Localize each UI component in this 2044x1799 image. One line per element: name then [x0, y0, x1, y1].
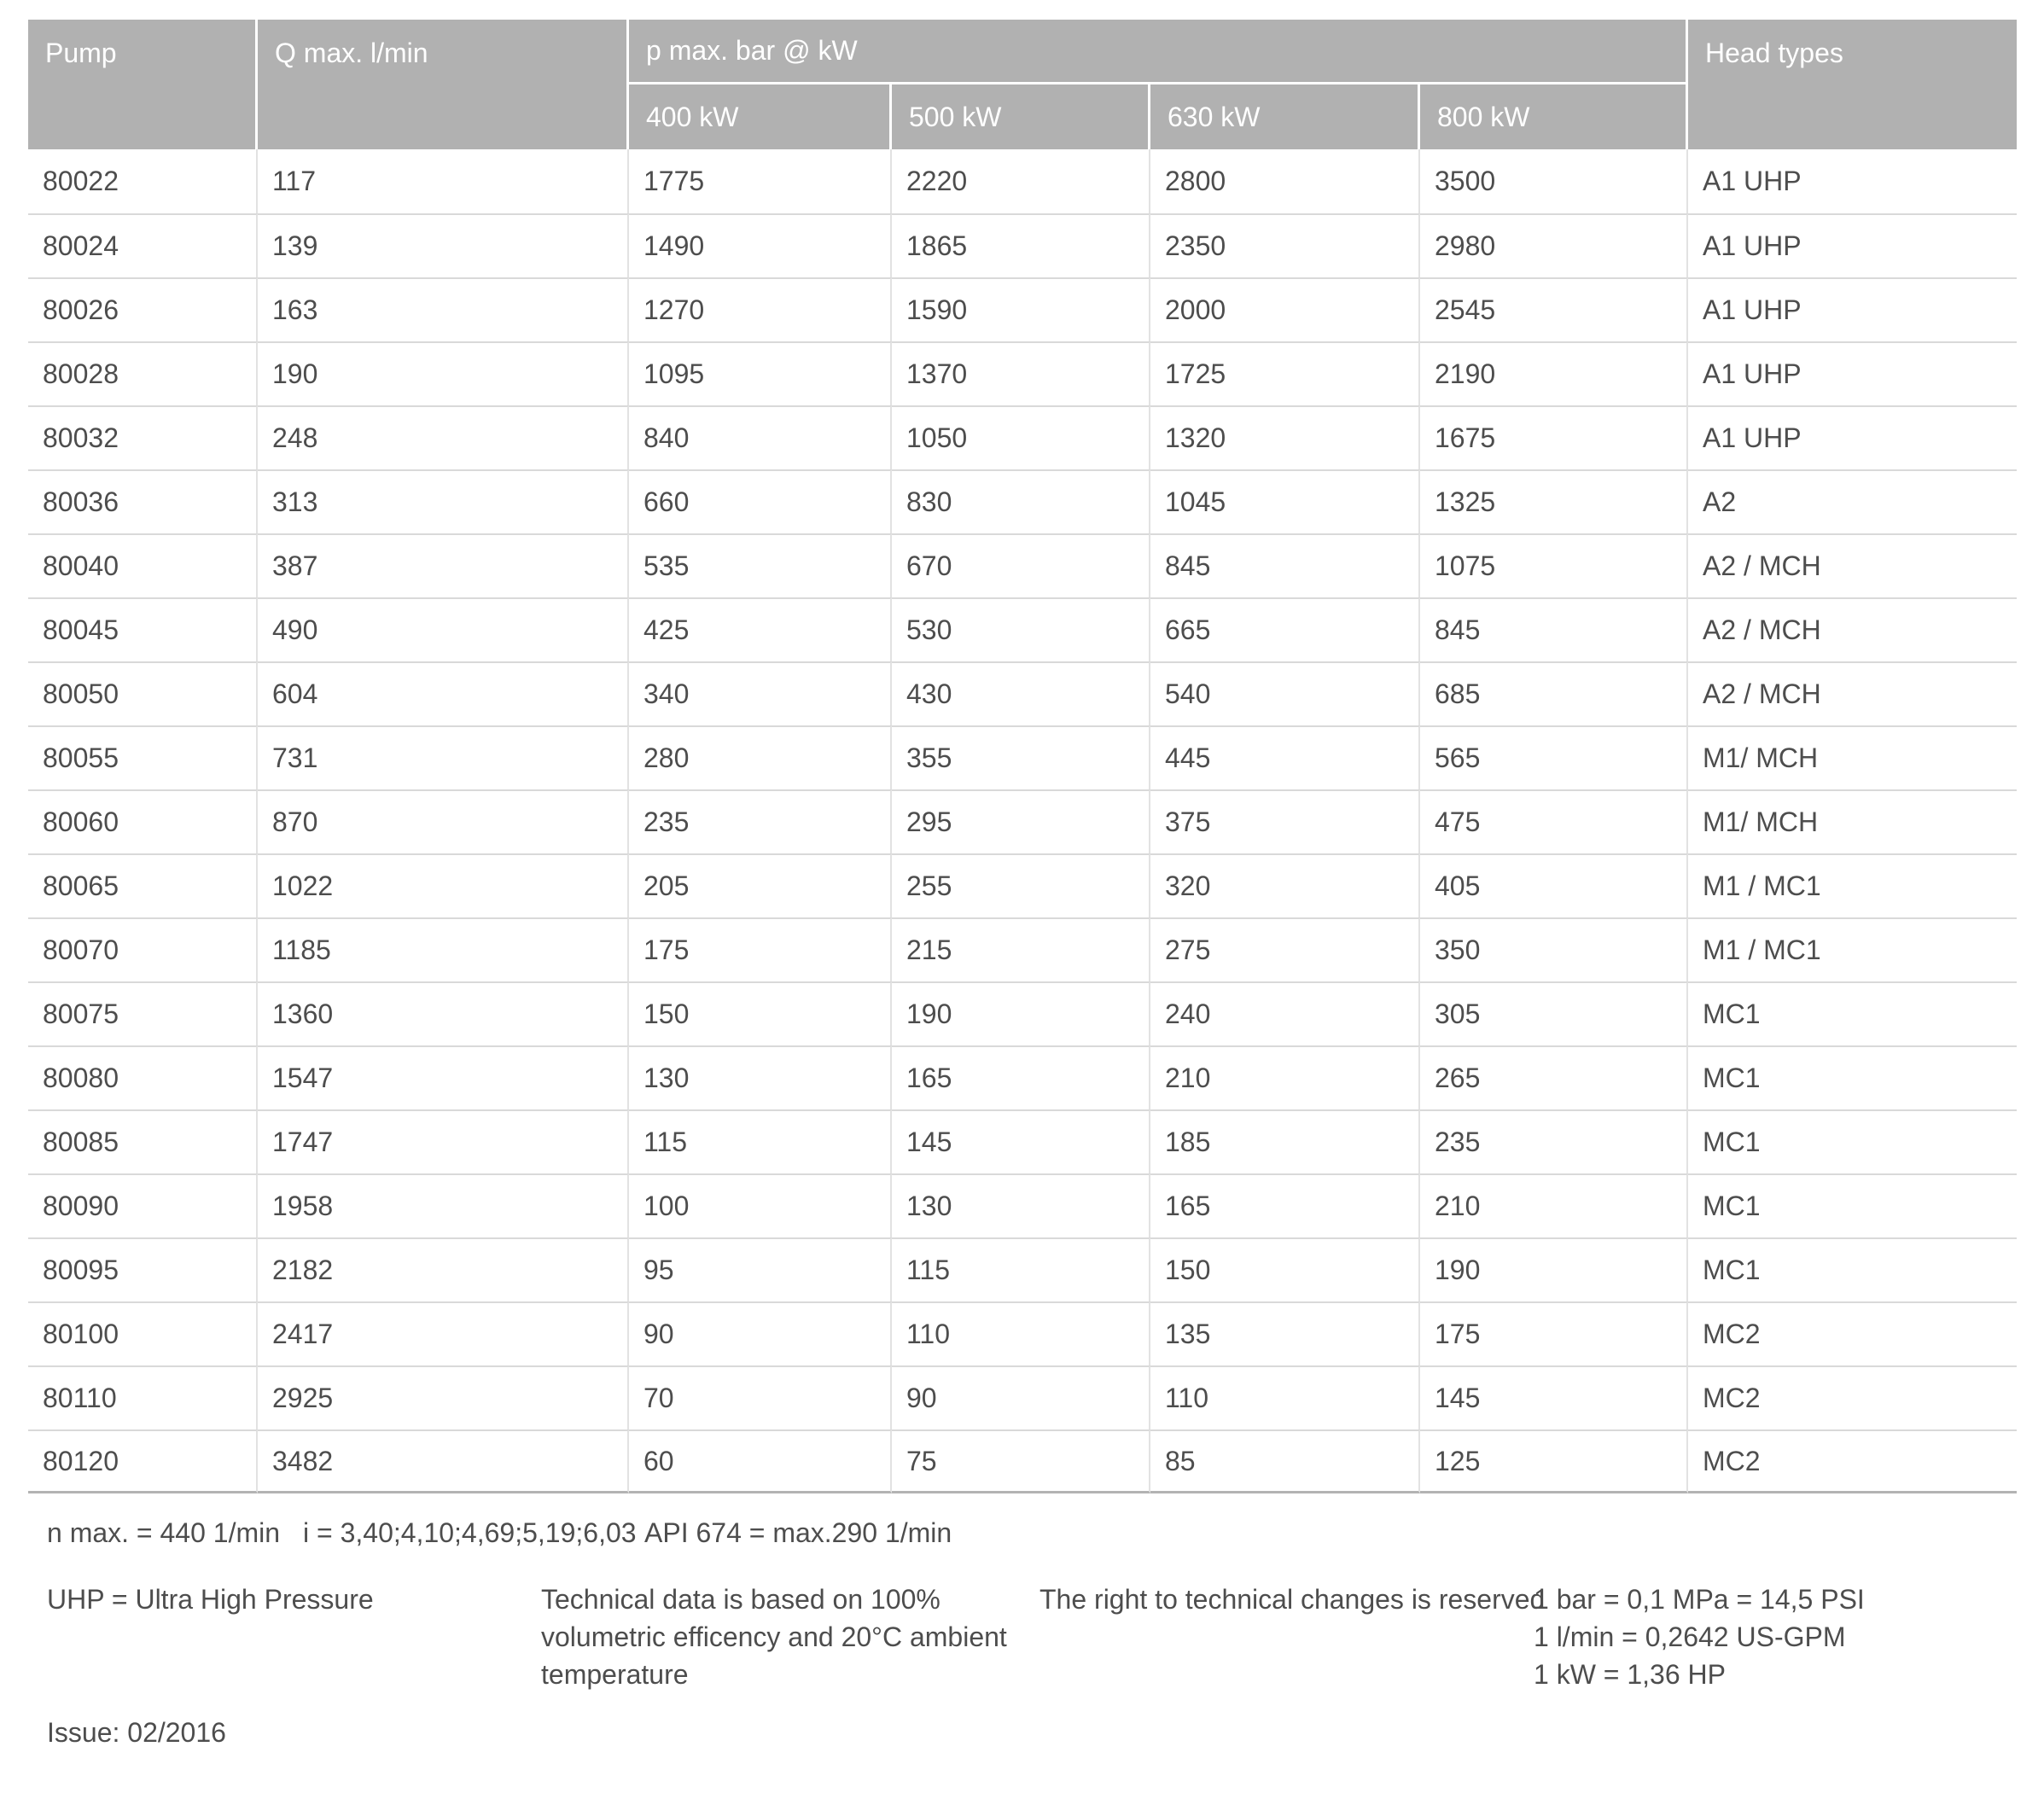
table-row [28, 1429, 2017, 1493]
p-630kw-cell: 1320 [1150, 405, 1420, 469]
p-630kw-cell: 185 [1150, 1109, 1420, 1173]
header-pmax-group: p max. bar @ kW [629, 20, 1688, 84]
header-500kw: 500 kW [892, 84, 1150, 149]
p-630kw-cell: 275 [1150, 917, 1420, 981]
pump-cell: 80026 [28, 277, 258, 341]
p-800kw-cell: 1075 [1420, 533, 1688, 597]
p-500kw-cell: 130 [892, 1173, 1150, 1237]
p-800kw-cell: 125 [1420, 1429, 1688, 1493]
qmax-cell: 387 [258, 533, 629, 597]
p-630kw-cell: 320 [1150, 853, 1420, 917]
note-gear-ratios: i = 3,40;4,10;4,69;5,19;6,03 [303, 1517, 637, 1548]
p-800kw-cell: 235 [1420, 1109, 1688, 1173]
p-800kw-cell: 175 [1420, 1301, 1688, 1365]
header-400kw: 400 kW [629, 84, 892, 149]
p-500kw-cell: 1050 [892, 405, 1150, 469]
p-630kw-cell: 2800 [1150, 149, 1420, 213]
table-row [28, 1173, 2017, 1237]
p-500kw-cell: 215 [892, 917, 1150, 981]
footer-technical-line-2: volumetric efficency and 20°C ambient [541, 1621, 1007, 1652]
table-row [28, 533, 2017, 597]
qmax-cell: 1747 [258, 1109, 629, 1173]
footer-technical-note [541, 1581, 1007, 1693]
p-500kw-cell: 165 [892, 1045, 1150, 1109]
p-400kw-cell: 660 [629, 469, 892, 533]
pump-cell: 80040 [28, 533, 258, 597]
pump-cell: 80090 [28, 1173, 258, 1237]
pump-cell: 80110 [28, 1365, 258, 1429]
qmax-cell: 190 [258, 341, 629, 405]
pump-cell: 80085 [28, 1109, 258, 1173]
qmax-cell: 2417 [258, 1301, 629, 1365]
footer-conversions [1534, 1581, 1865, 1693]
pump-cell: 80036 [28, 469, 258, 533]
p-400kw-cell: 95 [629, 1237, 892, 1301]
head-types-cell: M1 / MC1 [1688, 917, 2017, 981]
head-types-cell: A1 UHP [1688, 213, 2017, 277]
p-500kw-cell: 670 [892, 533, 1150, 597]
p-800kw-cell: 2980 [1420, 213, 1688, 277]
table-row [28, 725, 2017, 789]
table-row [28, 1109, 2017, 1173]
p-630kw-cell: 210 [1150, 1045, 1420, 1109]
pump-cell: 80045 [28, 597, 258, 661]
head-types-cell: MC1 [1688, 1045, 2017, 1109]
qmax-cell: 490 [258, 597, 629, 661]
p-400kw-cell: 70 [629, 1365, 892, 1429]
qmax-cell: 1958 [258, 1173, 629, 1237]
p-630kw-cell: 165 [1150, 1173, 1420, 1237]
header-630kw: 630 kW [1150, 84, 1420, 149]
p-400kw-cell: 1490 [629, 213, 892, 277]
qmax-cell: 313 [258, 469, 629, 533]
table-row [28, 469, 2017, 533]
p-800kw-cell: 845 [1420, 597, 1688, 661]
qmax-cell: 1022 [258, 853, 629, 917]
qmax-cell: 139 [258, 213, 629, 277]
p-500kw-cell: 1865 [892, 213, 1150, 277]
p-630kw-cell: 445 [1150, 725, 1420, 789]
head-types-cell: M1/ MCH [1688, 725, 2017, 789]
p-400kw-cell: 535 [629, 533, 892, 597]
p-800kw-cell: 145 [1420, 1365, 1688, 1429]
qmax-cell: 248 [258, 405, 629, 469]
p-800kw-cell: 2190 [1420, 341, 1688, 405]
p-800kw-cell: 305 [1420, 981, 1688, 1045]
p-800kw-cell: 475 [1420, 789, 1688, 853]
head-types-cell: MC1 [1688, 1173, 2017, 1237]
pump-cell: 80070 [28, 917, 258, 981]
p-400kw-cell: 175 [629, 917, 892, 981]
p-630kw-cell: 845 [1150, 533, 1420, 597]
qmax-cell: 1547 [258, 1045, 629, 1109]
p-400kw-cell: 1270 [629, 277, 892, 341]
head-types-cell: A1 UHP [1688, 149, 2017, 213]
table-row [28, 1365, 2017, 1429]
header-pump: Pump [28, 20, 258, 149]
p-400kw-cell: 90 [629, 1301, 892, 1365]
head-types-cell: MC1 [1688, 1237, 2017, 1301]
table-row [28, 213, 2017, 277]
qmax-cell: 1360 [258, 981, 629, 1045]
header-head-types: Head types [1688, 20, 2017, 149]
note-api-674: API 674 = max.290 1/min [644, 1517, 952, 1548]
p-500kw-cell: 255 [892, 853, 1150, 917]
p-630kw-cell: 150 [1150, 1237, 1420, 1301]
p-800kw-cell: 405 [1420, 853, 1688, 917]
p-630kw-cell: 2000 [1150, 277, 1420, 341]
qmax-cell: 870 [258, 789, 629, 853]
pump-cell: 80095 [28, 1237, 258, 1301]
header-800kw: 800 kW [1420, 84, 1688, 149]
p-630kw-cell: 135 [1150, 1301, 1420, 1365]
conversion-bar-psi: 1 bar = 0,1 MPa = 14,5 PSI [1534, 1584, 1865, 1615]
p-400kw-cell: 205 [629, 853, 892, 917]
p-800kw-cell: 565 [1420, 725, 1688, 789]
table-row [28, 1301, 2017, 1365]
p-800kw-cell: 3500 [1420, 149, 1688, 213]
p-500kw-cell: 355 [892, 725, 1150, 789]
conversion-lmin-gpm: 1 l/min = 0,2642 US-GPM [1534, 1621, 1846, 1652]
p-630kw-cell: 2350 [1150, 213, 1420, 277]
p-630kw-cell: 375 [1150, 789, 1420, 853]
table-row [28, 1237, 2017, 1301]
p-500kw-cell: 75 [892, 1429, 1150, 1493]
p-400kw-cell: 1095 [629, 341, 892, 405]
head-types-cell: A2 / MCH [1688, 533, 2017, 597]
p-800kw-cell: 190 [1420, 1237, 1688, 1301]
p-500kw-cell: 145 [892, 1109, 1150, 1173]
table-row [28, 853, 2017, 917]
pump-cell: 80065 [28, 853, 258, 917]
head-types-cell: MC1 [1688, 1109, 2017, 1173]
p-500kw-cell: 295 [892, 789, 1150, 853]
p-400kw-cell: 1775 [629, 149, 892, 213]
p-400kw-cell: 235 [629, 789, 892, 853]
pump-cell: 80080 [28, 1045, 258, 1109]
qmax-cell: 604 [258, 661, 629, 725]
table-row [28, 789, 2017, 853]
p-400kw-cell: 130 [629, 1045, 892, 1109]
pump-cell: 80060 [28, 789, 258, 853]
table-row [28, 149, 2017, 213]
p-800kw-cell: 2545 [1420, 277, 1688, 341]
head-types-cell: MC2 [1688, 1429, 2017, 1493]
table-header [28, 20, 2017, 149]
footer-uhp-note: UHP = Ultra High Pressure [47, 1584, 374, 1615]
footer-technical-line-3: temperature [541, 1659, 689, 1690]
table-row [28, 661, 2017, 725]
p-500kw-cell: 1370 [892, 341, 1150, 405]
pump-cell: 80032 [28, 405, 258, 469]
head-types-cell: A1 UHP [1688, 341, 2017, 405]
head-types-cell: MC2 [1688, 1365, 2017, 1429]
table-body [28, 149, 2017, 1493]
p-500kw-cell: 110 [892, 1301, 1150, 1365]
p-400kw-cell: 425 [629, 597, 892, 661]
head-types-cell: A2 / MCH [1688, 661, 2017, 725]
p-800kw-cell: 1675 [1420, 405, 1688, 469]
p-500kw-cell: 2220 [892, 149, 1150, 213]
p-500kw-cell: 190 [892, 981, 1150, 1045]
qmax-cell: 2925 [258, 1365, 629, 1429]
p-500kw-cell: 1590 [892, 277, 1150, 341]
head-types-cell: A1 UHP [1688, 405, 2017, 469]
p-400kw-cell: 150 [629, 981, 892, 1045]
footer-rights-note: The right to technical changes is reserved [1039, 1584, 1546, 1615]
footer-notes [28, 1581, 2017, 1693]
qmax-cell: 731 [258, 725, 629, 789]
pump-cell: 80024 [28, 213, 258, 277]
table-row [28, 917, 2017, 981]
footer-technical-line-1: Technical data is based on 100% [541, 1584, 940, 1615]
p-630kw-cell: 540 [1150, 661, 1420, 725]
head-types-cell: A2 [1688, 469, 2017, 533]
p-630kw-cell: 1045 [1150, 469, 1420, 533]
head-types-cell: A2 / MCH [1688, 597, 2017, 661]
p-800kw-cell: 685 [1420, 661, 1688, 725]
p-500kw-cell: 830 [892, 469, 1150, 533]
qmax-cell: 117 [258, 149, 629, 213]
pump-cell: 80050 [28, 661, 258, 725]
p-800kw-cell: 210 [1420, 1173, 1688, 1237]
qmax-cell: 163 [258, 277, 629, 341]
p-500kw-cell: 530 [892, 597, 1150, 661]
p-800kw-cell: 265 [1420, 1045, 1688, 1109]
table-row [28, 341, 2017, 405]
p-630kw-cell: 665 [1150, 597, 1420, 661]
header-qmax: Q max. l/min [258, 20, 629, 149]
table-row [28, 277, 2017, 341]
pump-cell: 80022 [28, 149, 258, 213]
p-800kw-cell: 350 [1420, 917, 1688, 981]
p-800kw-cell: 1325 [1420, 469, 1688, 533]
p-500kw-cell: 430 [892, 661, 1150, 725]
p-400kw-cell: 280 [629, 725, 892, 789]
p-400kw-cell: 840 [629, 405, 892, 469]
table-footnotes [28, 1517, 2017, 1553]
note-n-max: n max. = 440 1/min [47, 1517, 281, 1548]
p-630kw-cell: 1725 [1150, 341, 1420, 405]
p-500kw-cell: 90 [892, 1365, 1150, 1429]
pump-cell: 80055 [28, 725, 258, 789]
table-row [28, 405, 2017, 469]
table-row [28, 1045, 2017, 1109]
qmax-cell: 2182 [258, 1237, 629, 1301]
head-types-cell: M1/ MCH [1688, 789, 2017, 853]
pump-spec-table [28, 20, 2017, 1493]
head-types-cell: M1 / MC1 [1688, 853, 2017, 917]
p-400kw-cell: 340 [629, 661, 892, 725]
conversion-kw-hp: 1 kW = 1,36 HP [1534, 1659, 1726, 1690]
head-types-cell: MC1 [1688, 981, 2017, 1045]
pump-cell: 80100 [28, 1301, 258, 1365]
p-400kw-cell: 115 [629, 1109, 892, 1173]
table-row [28, 981, 2017, 1045]
issue-label: Issue: 02/2016 [47, 1717, 226, 1748]
pump-cell: 80075 [28, 981, 258, 1045]
pump-cell: 80028 [28, 341, 258, 405]
table-row [28, 597, 2017, 661]
pump-cell: 80120 [28, 1429, 258, 1493]
p-630kw-cell: 240 [1150, 981, 1420, 1045]
qmax-cell: 3482 [258, 1429, 629, 1493]
p-630kw-cell: 110 [1150, 1365, 1420, 1429]
p-500kw-cell: 115 [892, 1237, 1150, 1301]
head-types-cell: A1 UHP [1688, 277, 2017, 341]
p-400kw-cell: 100 [629, 1173, 892, 1237]
qmax-cell: 1185 [258, 917, 629, 981]
p-400kw-cell: 60 [629, 1429, 892, 1493]
p-630kw-cell: 85 [1150, 1429, 1420, 1493]
head-types-cell: MC2 [1688, 1301, 2017, 1365]
